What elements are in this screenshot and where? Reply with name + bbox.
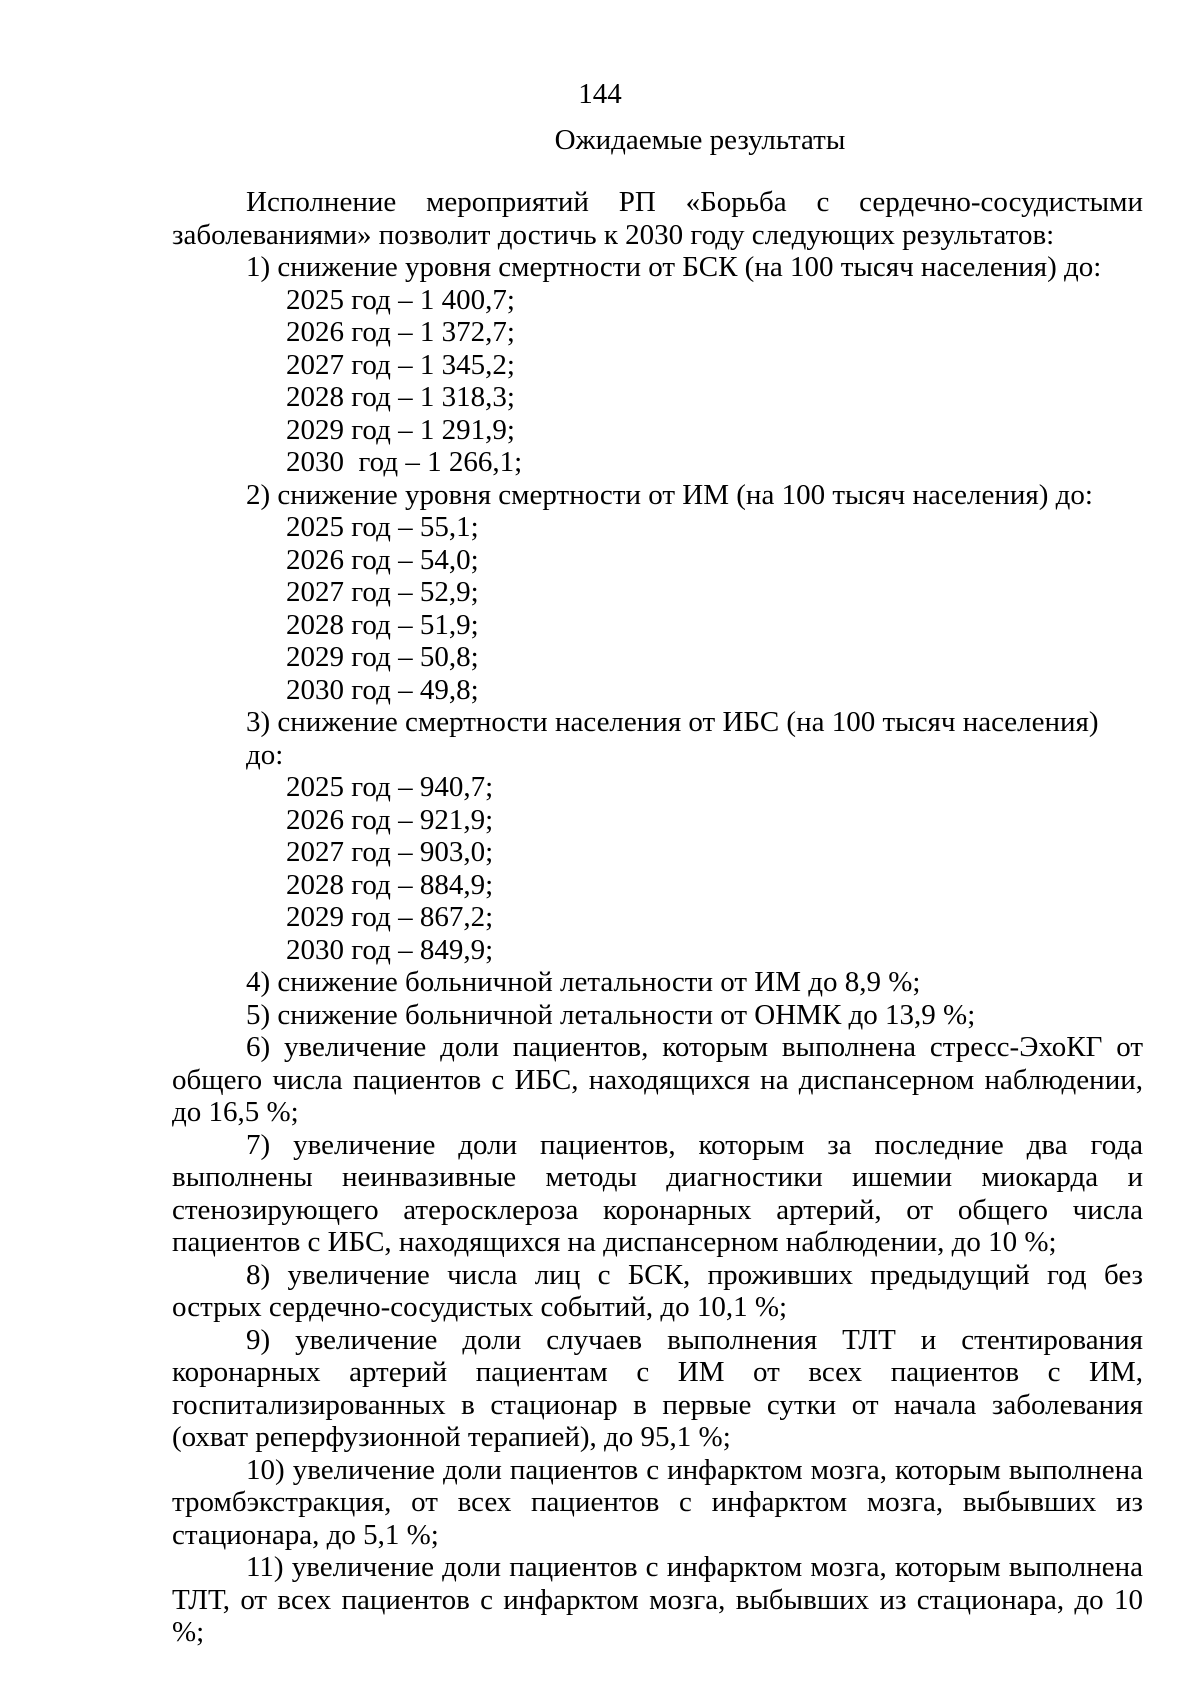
year-value-line: 2030 год – 849,9; [286,933,494,966]
list-item: 7) увеличение доли пациентов, которым за последние два года выполнены неинвазивные методы диагностики ишемии миокарда и стенозирующего атеросклероза коронарных артерий, от общего числа пациентов с ИБС, находящихся на диспансерном наблюдении, до 10 %; [172,1128,1143,1258]
year-value-line: 2027 год – 1 345,2; [286,348,515,381]
year-value-line: 2030 год – 1 266,1; [286,446,523,478]
year-value-line: 2028 год – 884,9; [286,868,494,901]
list-item: 8) увеличение числа лиц с БСК, проживших предыдущий год без острых сердечно-сосудистых событий, до 10,1 %; [172,1258,1143,1323]
list-item-label: 3) снижение смертности населения от ИБС (на 100 тысяч населения) до: [246,706,1099,771]
list-item: 10) увеличение доли пациентов с инфарктом мозга, которым выполнена тромбэкстракция, от всех пациентов с инфарктом мозга, выбывших из стационара, до 5,1 %; [172,1453,1143,1551]
list-item: 5) снижение больничной летальности от ОНМК до 13,9 %; [246,998,976,1031]
year-value-line: 2028 год – 1 318,3; [286,381,515,413]
page-number: 144 [578,78,622,110]
year-value-line: 2026 год – 921,9; [286,803,494,836]
list-item: 4) снижение больничной летальности от ИМ до 8,9 %; [246,966,921,998]
year-value-line: 2026 год – 1 372,7; [286,316,515,348]
year-value-line: 2028 год – 51,9; [286,608,479,641]
list-item: 11) увеличение доли пациентов с инфарктом мозга, которым выполнена ТЛТ, от всех пациентов с инфарктом мозга, выбывших из стационара, до 10 %; [172,1551,1143,1648]
year-value-line: 2027 год – 903,0; [286,836,494,868]
year-value-line: 2030 год – 49,8; [286,673,479,706]
year-value-line: 2025 год – 940,7; [286,771,494,803]
year-value-line: 2027 год – 52,9; [286,576,479,608]
year-value-line: 2029 год – 50,8; [286,641,479,673]
year-value-line: 2026 год – 54,0; [286,543,479,576]
list-item: 6) увеличение доли пациентов, которым выполнена стресс-ЭхоКГ от общего числа пациентов с ИБС, находящихся на диспансерном наблюдении, до 16,5 %; [172,1031,1143,1128]
intro-paragraph: Исполнение мероприятий РП «Борьба с сердечно-сосудистыми заболеваниями» позволит достичь к 2030 году следующих результатов: [172,186,1143,251]
year-value-line: 2025 год – 55,1; [286,511,479,543]
year-value-line: 2029 год – 1 291,9; [286,413,515,446]
list-item-label: 1) снижение уровня смертности от БСК (на 100 тысяч населения) до: [246,251,1102,283]
page-title: Ожидаемые результаты [554,124,846,156]
list-item: 9) увеличение доли случаев выполнения ТЛТ и стентирования коронарных артерий пациентам с ИМ от всех пациентов с ИМ, госпитализированных в стационар в первые сутки от начала заболевания (охват реперфузионной терапией), до 95,1 %; [172,1323,1143,1453]
year-value-line: 2029 год – 867,2; [286,901,494,933]
list-item-label: 2) снижение уровня смертности от ИМ (на 100 тысяч населения) до: [246,478,1093,511]
year-value-line: 2025 год – 1 400,7; [286,283,515,316]
document-body [172,186,1143,1649]
